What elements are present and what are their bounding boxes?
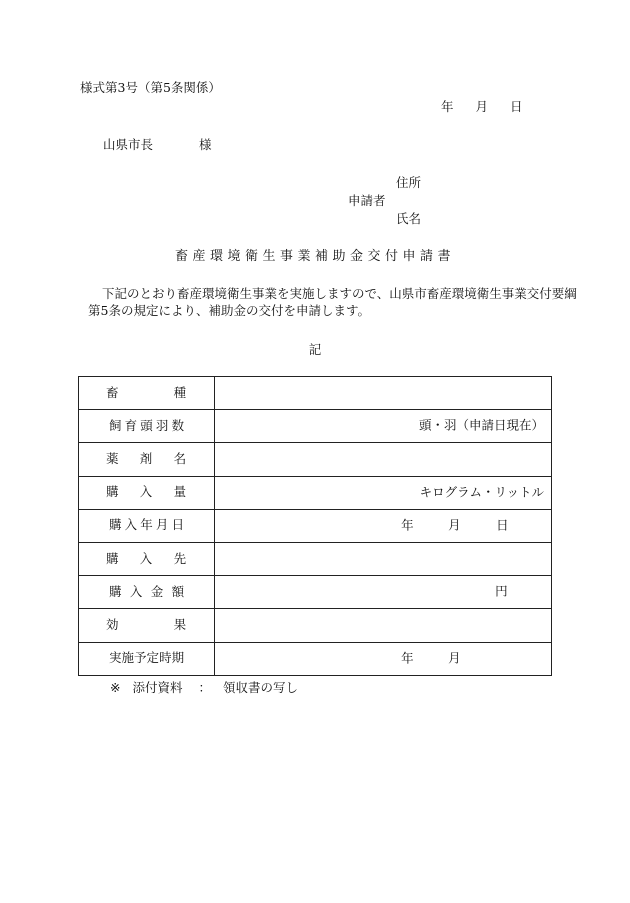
row-label — [79, 418, 214, 435]
label-char: 時 — [159, 650, 172, 666]
label-char: 予 — [134, 650, 147, 666]
note-mark: ※ — [110, 680, 121, 695]
table-row — [79, 377, 552, 410]
row-value: 円 — [495, 583, 508, 599]
label-char: 頭 — [140, 417, 153, 433]
label-char: 期 — [171, 650, 185, 666]
detail-table — [78, 376, 552, 676]
label-char: 畜 — [106, 384, 119, 400]
row-label — [79, 551, 214, 568]
submission-date — [441, 99, 523, 116]
row-label-cell — [79, 377, 215, 410]
label-char: 購 — [106, 484, 119, 500]
applicant-name-label: 氏名 — [396, 211, 422, 226]
row-label — [79, 484, 214, 501]
row-label — [79, 584, 214, 601]
label-char: 入 — [139, 550, 153, 566]
row-value-cell — [215, 642, 552, 675]
form-number: 様式第3号（第5条関係） — [80, 80, 221, 95]
attachment-label: 添付資料 — [132, 680, 183, 695]
label-char: 購 — [109, 583, 122, 599]
label-char: 入 — [129, 583, 143, 599]
row-value-cell — [215, 576, 552, 609]
table-row — [79, 576, 552, 609]
label-char: 剤 — [139, 451, 153, 467]
label-char: 入 — [124, 517, 138, 533]
schedule-year-label: 年 — [401, 650, 414, 666]
row-value-cell — [215, 410, 552, 443]
row-label — [79, 385, 214, 402]
label-char: 種 — [173, 384, 187, 400]
applicant-role-label: 申請者 — [348, 193, 386, 208]
label-char: 効 — [106, 616, 119, 632]
table-row — [79, 476, 552, 509]
label-char: 購 — [106, 550, 119, 566]
label-char: 月 — [155, 517, 169, 533]
label-char: 金 — [150, 583, 164, 599]
row-label-cell — [79, 509, 215, 542]
label-char: 量 — [173, 484, 187, 500]
label-char: 施 — [121, 650, 135, 666]
label-char: 定 — [146, 650, 160, 666]
label-char: 数 — [171, 417, 185, 433]
row-label-cell — [79, 609, 215, 642]
row-label — [79, 451, 214, 468]
body-text — [88, 286, 577, 320]
row-value: キログラム・リットル — [419, 484, 544, 500]
addressee — [103, 137, 212, 154]
table-row — [79, 642, 552, 675]
row-value: 頭・羽（申請日現在） — [418, 417, 544, 433]
label-char: 実 — [109, 650, 122, 666]
label-char: 育 — [124, 417, 138, 433]
table-row — [79, 443, 552, 476]
label-char: 購 — [109, 517, 122, 533]
row-label-cell — [79, 443, 215, 476]
applicant-address-label: 住所 — [396, 175, 422, 190]
attachment-item: 領収書の写し — [223, 680, 299, 695]
row-value-cell — [215, 609, 552, 642]
label-char: 名 — [173, 451, 187, 467]
table-row — [79, 410, 552, 443]
label-char: 果 — [173, 616, 187, 632]
purchase-day-label: 日 — [496, 517, 509, 533]
addressee-name: 山県市長 — [103, 137, 154, 152]
row-label-cell — [79, 476, 215, 509]
row-value-cell — [215, 509, 552, 542]
row-label-cell — [79, 410, 215, 443]
row-label — [79, 517, 214, 534]
purchase-year-label: 年 — [401, 517, 414, 533]
attachment-note — [110, 680, 298, 697]
table-row — [79, 509, 552, 542]
schedule-month-label: 月 — [448, 650, 461, 666]
label-char: 羽 — [155, 417, 169, 433]
table-row — [79, 609, 552, 642]
row-label-cell — [79, 542, 215, 575]
label-char: 日 — [171, 517, 185, 533]
attachment-colon: ： — [198, 680, 212, 695]
body-line-2: 第5条の規定により、補助金の交付を申請します。 — [88, 302, 370, 318]
label-char: 額 — [171, 583, 185, 599]
label-char: 入 — [139, 484, 153, 500]
row-value-cell — [215, 542, 552, 575]
row-label — [79, 650, 214, 667]
addressee-honorific: 様 — [199, 137, 212, 152]
body-line-1: 下記のとおり畜産環境衛生事業を実施しますので、山県市畜産環境衛生事業交付要綱 — [102, 286, 577, 301]
row-label-cell — [79, 642, 215, 675]
row-value-cell — [215, 443, 552, 476]
label-char: 薬 — [106, 451, 119, 467]
label-char: 先 — [173, 550, 187, 566]
document-title: 畜産環境衛生事業補助金交付申請書 — [174, 249, 455, 264]
table-row — [79, 542, 552, 575]
purchase-month-label: 月 — [448, 517, 461, 533]
label-char: 飼 — [109, 417, 122, 433]
row-value-cell — [215, 476, 552, 509]
row-label — [79, 617, 214, 634]
date-day-label: 日 — [510, 99, 523, 114]
label-char: 年 — [140, 517, 153, 533]
row-label-cell — [79, 576, 215, 609]
date-month-label: 月 — [475, 99, 489, 114]
ki-marker: 記 — [308, 342, 322, 357]
date-year-label: 年 — [441, 99, 454, 114]
row-value-cell — [215, 377, 552, 410]
